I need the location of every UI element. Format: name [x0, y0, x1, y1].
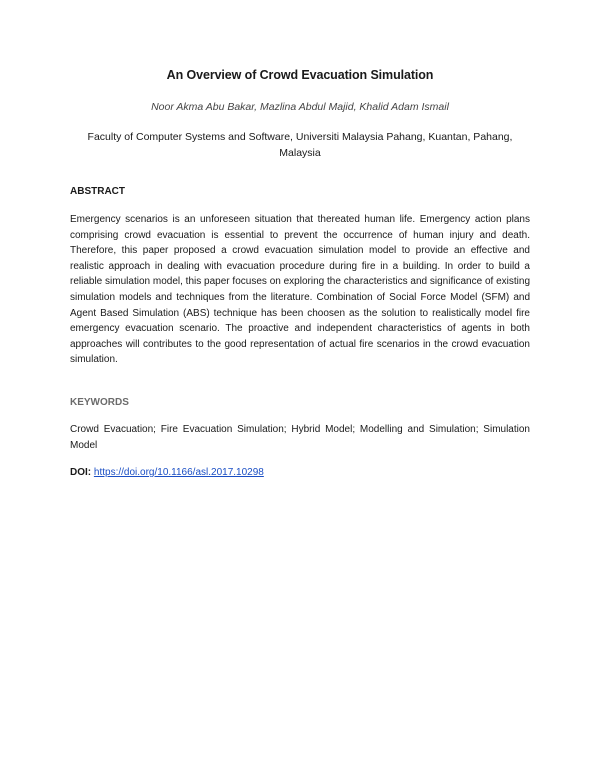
abstract-text: Emergency scenarios is an unforeseen situation that thereated human life. Emergency action plans comprising crowd evacuation is essential to prevent the occurrence of human injury and death. Therefore, this paper proposed a crowd evacuation simulation model to provide an effective and realistic approach in dealing with evacuation procedure during fire in a building. In order to build a reliable simulation model, this paper focuses on exploring the characteristics and significance of existing simulation models and techniques from the literature. Combination of Social Force Model (SFM) and Agent Based Simulation (ABS) technique has been choosen as the solution to realistically model fire emergency evacuation scenario. The proactive and independent characteristics of agents in both approaches will contributes to the good representation of actual fire scenarios in the crowd evacuation simulation.: [70, 214, 530, 366]
doi-label: DOI:: [70, 467, 92, 478]
paper-affiliation: Faculty of Computer Systems and Software, Universiti Malaysia Pahang, Kuantan, Pahang, Malaysia: [87, 131, 513, 159]
paper-title: An Overview of Crowd Evacuation Simulation: [166, 68, 434, 82]
doi-link[interactable]: https://doi.org/10.1166/asl.2017.10298: [93, 467, 264, 478]
keywords-text: Crowd Evacuation; Fire Evacuation Simulation; Hybrid Model; Modelling and Simulation; Simulation Model: [70, 424, 530, 451]
paper-authors: Noor Akma Abu Bakar, Mazlina Abdul Majid, Khalid Adam Ismail: [151, 101, 449, 113]
keywords-heading: KEYWORDS: [70, 397, 129, 408]
abstract-heading: ABSTRACT: [70, 186, 125, 197]
doi-line: [70, 467, 264, 478]
